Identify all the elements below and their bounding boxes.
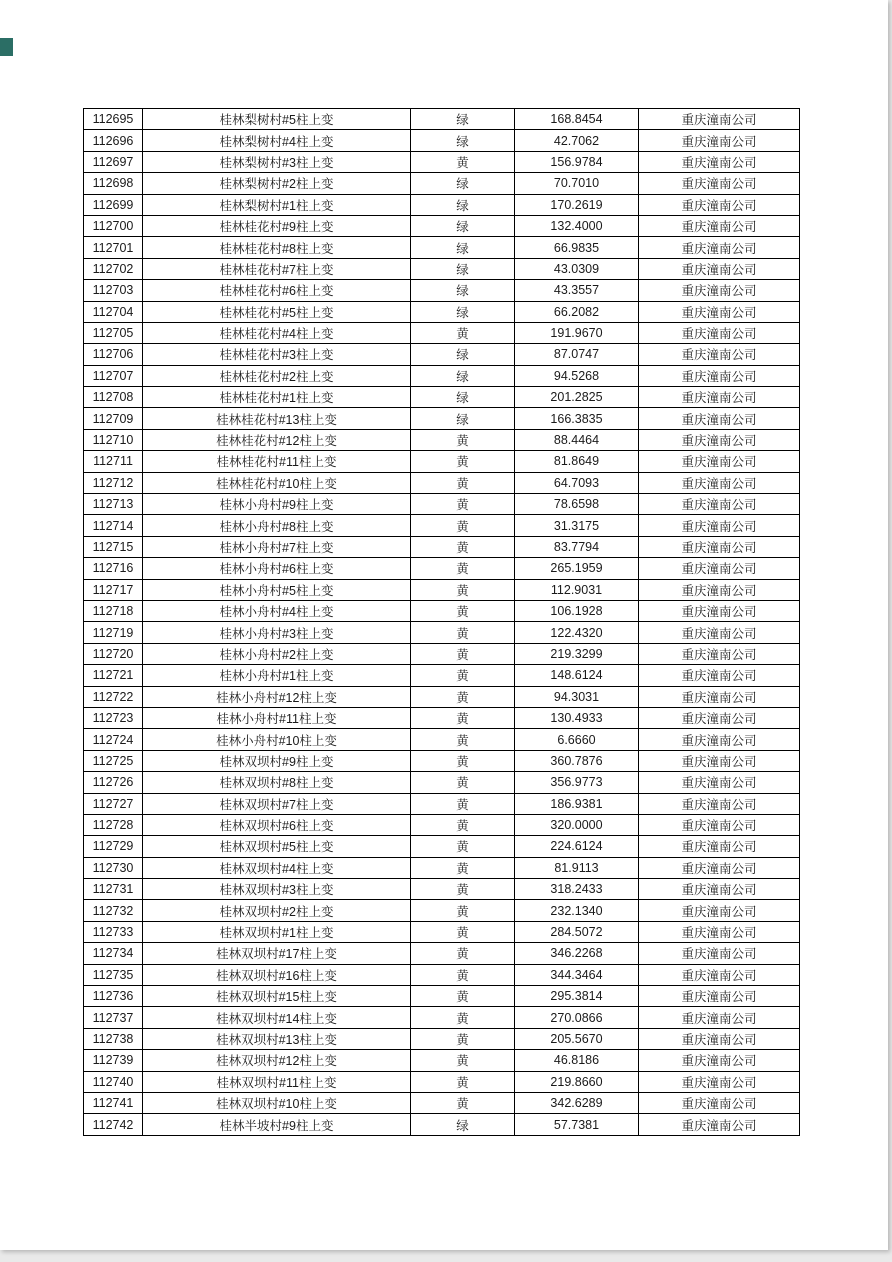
cell-company: 重庆潼南公司 <box>639 1050 800 1071</box>
cell-id: 112713 <box>84 494 143 515</box>
cell-id: 112731 <box>84 879 143 900</box>
table-row <box>84 215 800 236</box>
cell-value: 219.8660 <box>515 1071 639 1092</box>
cell-name: 桂林桂花村#2柱上变 <box>143 365 411 386</box>
cell-id: 112728 <box>84 814 143 835</box>
cell-id: 112714 <box>84 515 143 536</box>
cell-id: 112739 <box>84 1050 143 1071</box>
cell-status: 黄 <box>411 793 515 814</box>
cell-company: 重庆潼南公司 <box>639 900 800 921</box>
cell-value: 43.3557 <box>515 280 639 301</box>
cell-value: 83.7794 <box>515 536 639 557</box>
cell-name: 桂林桂花村#8柱上变 <box>143 237 411 258</box>
cell-id: 112710 <box>84 429 143 450</box>
cell-value: 356.9773 <box>515 772 639 793</box>
cell-id: 112715 <box>84 536 143 557</box>
cell-company: 重庆潼南公司 <box>639 451 800 472</box>
cell-company: 重庆潼南公司 <box>639 280 800 301</box>
cell-status: 绿 <box>411 237 515 258</box>
cell-id: 112712 <box>84 472 143 493</box>
cell-id: 112740 <box>84 1071 143 1092</box>
cell-company: 重庆潼南公司 <box>639 986 800 1007</box>
cell-value: 232.1340 <box>515 900 639 921</box>
cell-value: 70.7010 <box>515 173 639 194</box>
cell-name: 桂林小舟村#8柱上变 <box>143 515 411 536</box>
cell-value: 270.0866 <box>515 1007 639 1028</box>
cell-company: 重庆潼南公司 <box>639 344 800 365</box>
cell-id: 112699 <box>84 194 143 215</box>
cell-value: 344.3464 <box>515 964 639 985</box>
table-row <box>84 558 800 579</box>
cell-company: 重庆潼南公司 <box>639 600 800 621</box>
table-row <box>84 814 800 835</box>
cell-value: 219.3299 <box>515 643 639 664</box>
cell-company: 重庆潼南公司 <box>639 151 800 172</box>
cell-company: 重庆潼南公司 <box>639 579 800 600</box>
cell-status: 绿 <box>411 215 515 236</box>
cell-company: 重庆潼南公司 <box>639 237 800 258</box>
table-row <box>84 536 800 557</box>
table-row <box>84 194 800 215</box>
cell-value: 66.2082 <box>515 301 639 322</box>
cell-status: 黄 <box>411 943 515 964</box>
cell-status: 绿 <box>411 408 515 429</box>
cell-value: 94.3031 <box>515 686 639 707</box>
cell-company: 重庆潼南公司 <box>639 750 800 771</box>
cell-company: 重庆潼南公司 <box>639 215 800 236</box>
cell-id: 112703 <box>84 280 143 301</box>
cell-name: 桂林梨树村#2柱上变 <box>143 173 411 194</box>
cell-status: 绿 <box>411 194 515 215</box>
cell-id: 112708 <box>84 387 143 408</box>
cell-id: 112725 <box>84 750 143 771</box>
cell-name: 桂林双坝村#11柱上变 <box>143 1071 411 1092</box>
table-row <box>84 686 800 707</box>
cell-company: 重庆潼南公司 <box>639 472 800 493</box>
cell-company: 重庆潼南公司 <box>639 494 800 515</box>
cell-status: 黄 <box>411 879 515 900</box>
cell-value: 360.7876 <box>515 750 639 771</box>
cell-name: 桂林小舟村#5柱上变 <box>143 579 411 600</box>
cell-company: 重庆潼南公司 <box>639 943 800 964</box>
cell-status: 绿 <box>411 1114 515 1135</box>
cell-id: 112716 <box>84 558 143 579</box>
cell-name: 桂林双坝村#12柱上变 <box>143 1050 411 1071</box>
cell-name: 桂林梨树村#1柱上变 <box>143 194 411 215</box>
cell-status: 黄 <box>411 814 515 835</box>
table-row <box>84 280 800 301</box>
cell-status: 黄 <box>411 451 515 472</box>
cell-status: 黄 <box>411 986 515 1007</box>
table-row <box>84 793 800 814</box>
cell-status: 黄 <box>411 643 515 664</box>
cell-status: 黄 <box>411 900 515 921</box>
cell-id: 112696 <box>84 130 143 151</box>
cell-name: 桂林双坝村#16柱上变 <box>143 964 411 985</box>
cell-value: 168.8454 <box>515 109 639 130</box>
table-row <box>84 1071 800 1092</box>
cell-name: 桂林小舟村#3柱上变 <box>143 622 411 643</box>
table-row <box>84 472 800 493</box>
cell-id: 112727 <box>84 793 143 814</box>
cell-value: 265.1959 <box>515 558 639 579</box>
cell-id: 112706 <box>84 344 143 365</box>
cell-status: 黄 <box>411 836 515 857</box>
cell-value: 170.2619 <box>515 194 639 215</box>
cell-status: 黄 <box>411 536 515 557</box>
cell-name: 桂林桂花村#6柱上变 <box>143 280 411 301</box>
cell-company: 重庆潼南公司 <box>639 1028 800 1049</box>
cell-name: 桂林双坝村#2柱上变 <box>143 900 411 921</box>
cell-company: 重庆潼南公司 <box>639 387 800 408</box>
cell-status: 黄 <box>411 1007 515 1028</box>
table-row <box>84 387 800 408</box>
cell-company: 重庆潼南公司 <box>639 879 800 900</box>
cell-company: 重庆潼南公司 <box>639 1007 800 1028</box>
cell-name: 桂林小舟村#12柱上变 <box>143 686 411 707</box>
table-row <box>84 515 800 536</box>
table-row <box>84 322 800 343</box>
cell-company: 重庆潼南公司 <box>639 130 800 151</box>
cell-value: 132.4000 <box>515 215 639 236</box>
cell-status: 黄 <box>411 472 515 493</box>
cell-company: 重庆潼南公司 <box>639 1092 800 1113</box>
cell-status: 黄 <box>411 429 515 450</box>
cell-value: 57.7381 <box>515 1114 639 1135</box>
cell-name: 桂林双坝村#10柱上变 <box>143 1092 411 1113</box>
cell-status: 绿 <box>411 387 515 408</box>
cell-status: 黄 <box>411 515 515 536</box>
cell-id: 112738 <box>84 1028 143 1049</box>
cell-name: 桂林双坝村#5柱上变 <box>143 836 411 857</box>
table-row <box>84 1007 800 1028</box>
cell-company: 重庆潼南公司 <box>639 408 800 429</box>
cell-company: 重庆潼南公司 <box>639 258 800 279</box>
cell-id: 112695 <box>84 109 143 130</box>
cell-company: 重庆潼南公司 <box>639 622 800 643</box>
cell-name: 桂林桂花村#4柱上变 <box>143 322 411 343</box>
cell-value: 318.2433 <box>515 879 639 900</box>
table-row <box>84 729 800 750</box>
table-row <box>84 622 800 643</box>
table-row <box>84 301 800 322</box>
cell-name: 桂林双坝村#3柱上变 <box>143 879 411 900</box>
cell-status: 黄 <box>411 494 515 515</box>
cell-id: 112697 <box>84 151 143 172</box>
table-row <box>84 579 800 600</box>
cell-id: 112735 <box>84 964 143 985</box>
cell-id: 112700 <box>84 215 143 236</box>
cell-status: 绿 <box>411 301 515 322</box>
cell-status: 绿 <box>411 280 515 301</box>
cell-company: 重庆潼南公司 <box>639 814 800 835</box>
cell-value: 320.0000 <box>515 814 639 835</box>
table-row <box>84 344 800 365</box>
cell-value: 186.9381 <box>515 793 639 814</box>
cell-company: 重庆潼南公司 <box>639 1071 800 1092</box>
cell-value: 284.5072 <box>515 921 639 942</box>
cell-id: 112711 <box>84 451 143 472</box>
cell-value: 191.9670 <box>515 322 639 343</box>
cell-company: 重庆潼南公司 <box>639 301 800 322</box>
cell-value: 64.7093 <box>515 472 639 493</box>
cell-name: 桂林小舟村#11柱上变 <box>143 707 411 728</box>
cell-id: 112719 <box>84 622 143 643</box>
cell-company: 重庆潼南公司 <box>639 772 800 793</box>
cell-status: 黄 <box>411 600 515 621</box>
table-row <box>84 1028 800 1049</box>
cell-value: 42.7062 <box>515 130 639 151</box>
cell-value: 201.2825 <box>515 387 639 408</box>
cell-name: 桂林小舟村#6柱上变 <box>143 558 411 579</box>
cell-value: 346.2268 <box>515 943 639 964</box>
table-row <box>84 921 800 942</box>
cell-status: 黄 <box>411 665 515 686</box>
table-row <box>84 1114 800 1135</box>
cell-value: 88.4464 <box>515 429 639 450</box>
cell-company: 重庆潼南公司 <box>639 665 800 686</box>
cell-status: 绿 <box>411 173 515 194</box>
cell-name: 桂林双坝村#9柱上变 <box>143 750 411 771</box>
cell-company: 重庆潼南公司 <box>639 109 800 130</box>
cell-name: 桂林桂花村#1柱上变 <box>143 387 411 408</box>
table-row <box>84 1050 800 1071</box>
cell-id: 112726 <box>84 772 143 793</box>
table-body <box>84 109 800 1136</box>
table-row <box>84 429 800 450</box>
cell-id: 112737 <box>84 1007 143 1028</box>
cell-value: 94.5268 <box>515 365 639 386</box>
cell-status: 黄 <box>411 857 515 878</box>
table-row <box>84 237 800 258</box>
cell-name: 桂林双坝村#4柱上变 <box>143 857 411 878</box>
cell-company: 重庆潼南公司 <box>639 707 800 728</box>
cell-value: 166.3835 <box>515 408 639 429</box>
table-row <box>84 1092 800 1113</box>
cell-name: 桂林桂花村#5柱上变 <box>143 301 411 322</box>
cell-status: 绿 <box>411 109 515 130</box>
cell-value: 78.6598 <box>515 494 639 515</box>
cell-status: 黄 <box>411 964 515 985</box>
cell-value: 66.9835 <box>515 237 639 258</box>
cell-status: 黄 <box>411 750 515 771</box>
cell-value: 81.9113 <box>515 857 639 878</box>
cell-company: 重庆潼南公司 <box>639 921 800 942</box>
cell-company: 重庆潼南公司 <box>639 194 800 215</box>
cell-company: 重庆潼南公司 <box>639 365 800 386</box>
cell-name: 桂林梨树村#4柱上变 <box>143 130 411 151</box>
cell-value: 205.5670 <box>515 1028 639 1049</box>
cell-status: 绿 <box>411 258 515 279</box>
cell-id: 112741 <box>84 1092 143 1113</box>
cell-name: 桂林双坝村#15柱上变 <box>143 986 411 1007</box>
cell-company: 重庆潼南公司 <box>639 729 800 750</box>
cell-name: 桂林小舟村#4柱上变 <box>143 600 411 621</box>
cell-status: 黄 <box>411 1092 515 1113</box>
cell-name: 桂林桂花村#11柱上变 <box>143 451 411 472</box>
cell-name: 桂林梨树村#3柱上变 <box>143 151 411 172</box>
cell-value: 295.3814 <box>515 986 639 1007</box>
cell-status: 绿 <box>411 344 515 365</box>
cell-name: 桂林桂花村#9柱上变 <box>143 215 411 236</box>
cell-status: 黄 <box>411 151 515 172</box>
table-row <box>84 836 800 857</box>
cell-status: 黄 <box>411 579 515 600</box>
table-row <box>84 964 800 985</box>
table-row <box>84 707 800 728</box>
cell-name: 桂林小舟村#2柱上变 <box>143 643 411 664</box>
cell-id: 112736 <box>84 986 143 1007</box>
cell-value: 6.6660 <box>515 729 639 750</box>
cell-id: 112729 <box>84 836 143 857</box>
cell-id: 112718 <box>84 600 143 621</box>
cell-value: 106.1928 <box>515 600 639 621</box>
cell-value: 87.0747 <box>515 344 639 365</box>
cell-id: 112707 <box>84 365 143 386</box>
table-row <box>84 151 800 172</box>
table-row <box>84 643 800 664</box>
cell-name: 桂林双坝村#8柱上变 <box>143 772 411 793</box>
cell-status: 黄 <box>411 729 515 750</box>
cell-value: 112.9031 <box>515 579 639 600</box>
cell-company: 重庆潼南公司 <box>639 857 800 878</box>
cell-value: 81.8649 <box>515 451 639 472</box>
cell-status: 绿 <box>411 365 515 386</box>
cell-value: 156.9784 <box>515 151 639 172</box>
cell-value: 46.8186 <box>515 1050 639 1071</box>
cell-status: 黄 <box>411 558 515 579</box>
cell-id: 112705 <box>84 322 143 343</box>
cell-id: 112698 <box>84 173 143 194</box>
cell-name: 桂林半坡村#9柱上变 <box>143 1114 411 1135</box>
cell-id: 112717 <box>84 579 143 600</box>
cell-value: 148.6124 <box>515 665 639 686</box>
cell-company: 重庆潼南公司 <box>639 836 800 857</box>
data-table <box>83 108 800 1136</box>
table-row <box>84 600 800 621</box>
cell-status: 黄 <box>411 1028 515 1049</box>
cell-id: 112730 <box>84 857 143 878</box>
cell-name: 桂林桂花村#13柱上变 <box>143 408 411 429</box>
cell-name: 桂林小舟村#7柱上变 <box>143 536 411 557</box>
table-row <box>84 365 800 386</box>
table-row <box>84 451 800 472</box>
cell-company: 重庆潼南公司 <box>639 558 800 579</box>
cell-company: 重庆潼南公司 <box>639 964 800 985</box>
cell-name: 桂林小舟村#10柱上变 <box>143 729 411 750</box>
cell-id: 112724 <box>84 729 143 750</box>
corner-marker <box>0 38 13 56</box>
table-row <box>84 665 800 686</box>
cell-status: 黄 <box>411 1050 515 1071</box>
cell-status: 黄 <box>411 772 515 793</box>
table-row <box>84 900 800 921</box>
cell-company: 重庆潼南公司 <box>639 429 800 450</box>
cell-name: 桂林双坝村#6柱上变 <box>143 814 411 835</box>
cell-name: 桂林双坝村#13柱上变 <box>143 1028 411 1049</box>
cell-id: 112720 <box>84 643 143 664</box>
cell-status: 黄 <box>411 921 515 942</box>
cell-company: 重庆潼南公司 <box>639 515 800 536</box>
table-row <box>84 943 800 964</box>
cell-value: 130.4933 <box>515 707 639 728</box>
cell-id: 112702 <box>84 258 143 279</box>
table-row <box>84 258 800 279</box>
cell-id: 112709 <box>84 408 143 429</box>
cell-name: 桂林小舟村#1柱上变 <box>143 665 411 686</box>
cell-name: 桂林双坝村#1柱上变 <box>143 921 411 942</box>
cell-company: 重庆潼南公司 <box>639 173 800 194</box>
table-row <box>84 494 800 515</box>
cell-value: 224.6124 <box>515 836 639 857</box>
cell-name: 桂林双坝村#17柱上变 <box>143 943 411 964</box>
table-row <box>84 986 800 1007</box>
cell-name: 桂林小舟村#9柱上变 <box>143 494 411 515</box>
cell-id: 112704 <box>84 301 143 322</box>
cell-id: 112701 <box>84 237 143 258</box>
cell-name: 桂林双坝村#7柱上变 <box>143 793 411 814</box>
cell-name: 桂林双坝村#14柱上变 <box>143 1007 411 1028</box>
cell-status: 黄 <box>411 707 515 728</box>
cell-value: 31.3175 <box>515 515 639 536</box>
cell-status: 黄 <box>411 686 515 707</box>
cell-company: 重庆潼南公司 <box>639 643 800 664</box>
cell-id: 112733 <box>84 921 143 942</box>
cell-name: 桂林桂花村#12柱上变 <box>143 429 411 450</box>
cell-company: 重庆潼南公司 <box>639 322 800 343</box>
table-row <box>84 857 800 878</box>
cell-id: 112721 <box>84 665 143 686</box>
cell-id: 112722 <box>84 686 143 707</box>
table-row <box>84 750 800 771</box>
cell-status: 黄 <box>411 322 515 343</box>
cell-status: 黄 <box>411 1071 515 1092</box>
cell-value: 43.0309 <box>515 258 639 279</box>
cell-status: 绿 <box>411 130 515 151</box>
cell-id: 112742 <box>84 1114 143 1135</box>
cell-name: 桂林梨树村#5柱上变 <box>143 109 411 130</box>
cell-id: 112723 <box>84 707 143 728</box>
table-row <box>84 130 800 151</box>
cell-name: 桂林桂花村#7柱上变 <box>143 258 411 279</box>
cell-value: 122.4320 <box>515 622 639 643</box>
table-row <box>84 879 800 900</box>
cell-id: 112732 <box>84 900 143 921</box>
cell-name: 桂林桂花村#10柱上变 <box>143 472 411 493</box>
cell-company: 重庆潼南公司 <box>639 1114 800 1135</box>
table-row <box>84 173 800 194</box>
cell-value: 342.6289 <box>515 1092 639 1113</box>
cell-company: 重庆潼南公司 <box>639 793 800 814</box>
table-row <box>84 109 800 130</box>
cell-status: 黄 <box>411 622 515 643</box>
table-row <box>84 772 800 793</box>
cell-company: 重庆潼南公司 <box>639 686 800 707</box>
cell-company: 重庆潼南公司 <box>639 536 800 557</box>
cell-name: 桂林桂花村#3柱上变 <box>143 344 411 365</box>
cell-id: 112734 <box>84 943 143 964</box>
table-row <box>84 408 800 429</box>
